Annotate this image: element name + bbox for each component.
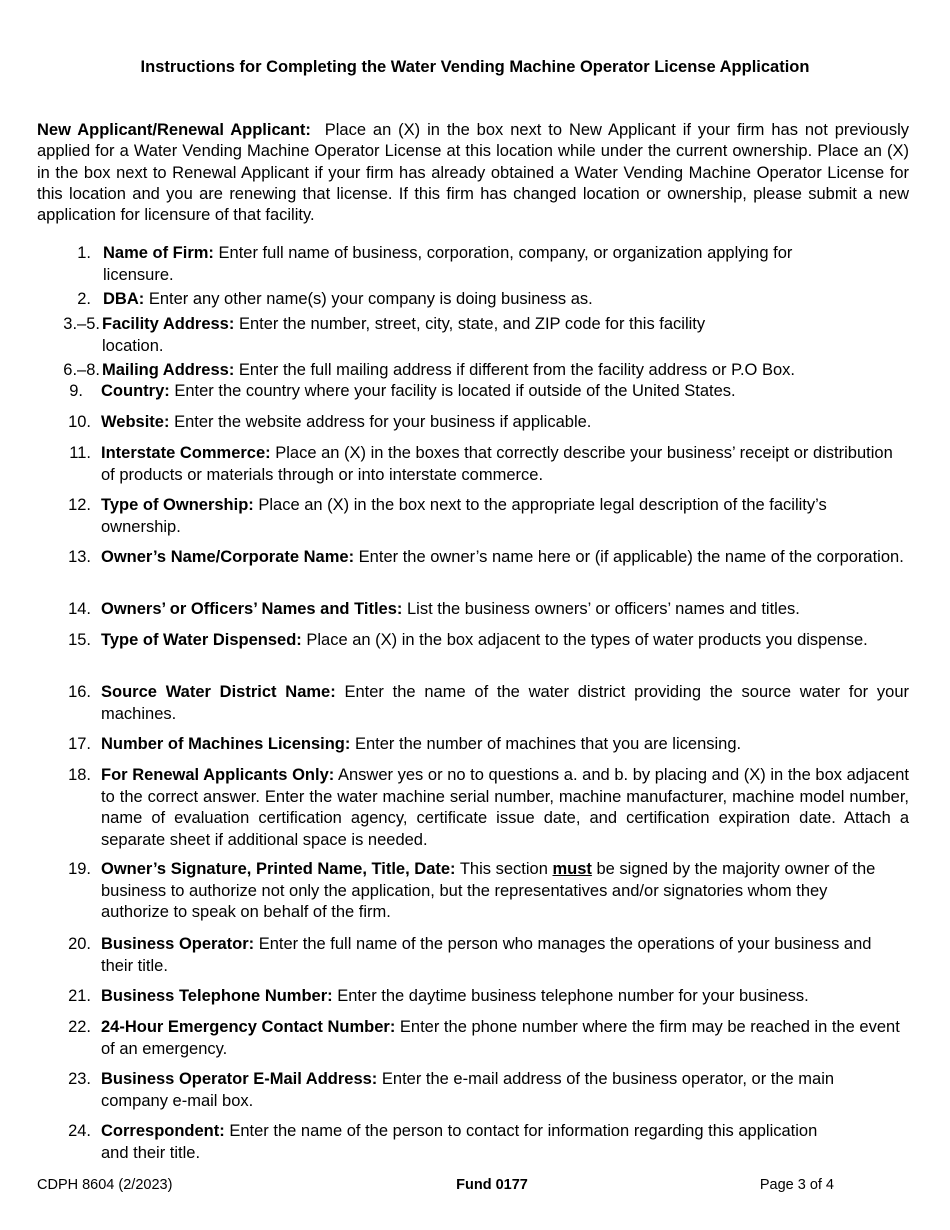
page-title: Instructions for Completing the Water Vending Machine Operator License Application <box>140 58 810 76</box>
item-label: Type of Ownership: <box>101 496 254 514</box>
item-body <box>101 734 909 756</box>
item-text: Enter the owner’s name here or (if applicable) the name of the corporation. <box>358 548 904 566</box>
item-label: Facility Address: <box>102 315 235 333</box>
item-number: 3.–5. <box>63 315 100 333</box>
item-text: Enter the number, street, city, state, and ZIP code for this facility location. <box>102 315 706 355</box>
item-text: Enter the full mailing address if different from the facility address or P.O Box. <box>238 361 795 379</box>
item-body <box>102 314 742 357</box>
item-label: Country: <box>101 382 170 400</box>
item-number: 12. <box>68 496 91 514</box>
item-number: 17. <box>68 735 91 753</box>
item-label: Type of Water Dispensed: <box>101 631 302 649</box>
item-text: Enter the name of the water district providing the source water for your machines. <box>101 683 910 723</box>
item-text: be signed by the majority owner of the business to authorize not only the application, but the representatives and/or signatories whom they authorize to speak on behalf of the firm. <box>101 860 876 921</box>
item-text: Enter the name of the person to contact for information regarding this application and their title. <box>101 1122 818 1162</box>
item-label: Mailing Address: <box>102 361 235 379</box>
item-label: Owner’s Name/Corporate Name: <box>101 548 355 566</box>
item-number: 13. <box>68 548 91 566</box>
item-label: Business Operator: <box>101 935 255 953</box>
item-body <box>101 1121 831 1164</box>
item-text: Enter the website address for your business if applicable. <box>174 413 592 431</box>
item-number: 1. <box>77 244 91 262</box>
item-text: This section <box>459 860 548 878</box>
item-text: Place an (X) in the box next to the appropriate legal description of the facility’s ownership. <box>101 496 827 536</box>
item-number: 16. <box>68 683 91 701</box>
emphasis-must: must <box>552 860 592 878</box>
item-body <box>101 412 911 434</box>
item-number: 11. <box>69 444 91 462</box>
item-text: List the business owners’ or officers’ names and titles. <box>407 600 800 618</box>
item-number: 19. <box>68 860 91 878</box>
item-body <box>101 599 916 621</box>
item-body <box>101 443 906 486</box>
item-body <box>101 859 876 924</box>
item-label: Name of Firm: <box>103 244 214 262</box>
item-body <box>101 682 909 725</box>
item-body <box>101 1069 896 1112</box>
item-text: Answer yes or no to questions a. and b. by placing and (X) in the box adjacent to the correct answer. Enter the water machine serial number, machine manufacturer, machine model number, name of evaluation certification agency, certificate issue date, and certification expiration date. Attach a separate sheet if additional space is needed. <box>101 766 910 849</box>
item-body <box>101 381 911 403</box>
item-text: Enter the number of machines that you are licensing. <box>354 735 742 753</box>
item-body <box>103 243 863 286</box>
item-label: For Renewal Applicants Only: <box>101 766 335 784</box>
item-text: Enter the full name of the person who manages the operations of your business and their title. <box>101 935 872 975</box>
item-label: Business Telephone Number: <box>101 987 333 1005</box>
item-text: Place an (X) in the boxes that correctly describe your business’ receipt or distribution of products or materials through or into interstate commerce. <box>101 444 893 484</box>
item-label: Owners’ or Officers’ Names and Titles: <box>101 600 403 618</box>
item-number: 22. <box>68 1018 91 1036</box>
item-text: Enter the e-mail address of the business operator, or the main company e-mail box. <box>101 1070 835 1110</box>
item-label: Owner’s Signature, Printed Name, Title, Date: <box>101 860 456 878</box>
item-text: Enter the phone number where the firm may be reached in the event of an emergency. <box>101 1018 900 1058</box>
item-body <box>101 547 909 569</box>
item-text: Enter the country where your facility is located if outside of the United States. <box>174 382 736 400</box>
item-body <box>101 765 909 851</box>
item-text: Enter the daytime business telephone number for your business. <box>337 987 809 1005</box>
item-label: Number of Machines Licensing: <box>101 735 351 753</box>
item-body <box>103 289 903 311</box>
item-body <box>101 934 873 977</box>
item-number: 20. <box>68 935 91 953</box>
intro-text: Place an (X) in the box next to New Applicant if your firm has not previously applied for a Water Vending Machine Operator License at this location while under the current ownership. Place an (X) in the box next to Renewal Applicant if your firm has already obtained a Water Vending Machine Operator License for this location and you are renewing that license. If this firm has changed location or ownership, please submit a new application for licensure of that facility. <box>37 121 909 225</box>
item-body <box>102 360 912 382</box>
item-text: Enter any other name(s) your company is doing business as. <box>148 290 593 308</box>
item-label: DBA: <box>103 290 145 308</box>
item-body <box>101 495 866 538</box>
item-number: 23. <box>68 1070 91 1088</box>
item-number: 15. <box>68 631 91 649</box>
intro-label: New Applicant/Renewal Applicant: <box>37 121 311 139</box>
item-body <box>101 986 916 1008</box>
item-label: Interstate Commerce: <box>101 444 271 462</box>
item-number: 21. <box>68 987 91 1005</box>
item-number: 14. <box>68 600 91 618</box>
footer-page-number: Page 3 of 4 <box>759 1177 834 1193</box>
item-label: Website: <box>101 413 170 431</box>
item-body <box>101 1017 911 1060</box>
item-label: Correspondent: <box>101 1122 225 1140</box>
footer-fund: Fund 0177 <box>456 1177 528 1193</box>
item-number: 6.–8. <box>63 361 100 379</box>
intro-paragraph <box>37 120 909 226</box>
item-label: 24-Hour Emergency Contact Number: <box>101 1018 396 1036</box>
item-label: Business Operator E-Mail Address: <box>101 1070 378 1088</box>
item-number: 24. <box>68 1122 91 1140</box>
item-number: 10. <box>68 413 91 431</box>
item-body <box>101 630 909 652</box>
item-number: 2. <box>77 290 91 308</box>
footer-form-id: CDPH 8604 (2/2023) <box>37 1177 173 1193</box>
item-number: 9. <box>69 382 83 400</box>
item-number: 18. <box>68 766 91 784</box>
item-text: Place an (X) in the box adjacent to the types of water products you dispense. <box>306 631 868 649</box>
item-text: Enter full name of business, corporation, company, or organization applying for licensure. <box>103 244 793 284</box>
item-label: Source Water District Name: <box>101 683 336 701</box>
